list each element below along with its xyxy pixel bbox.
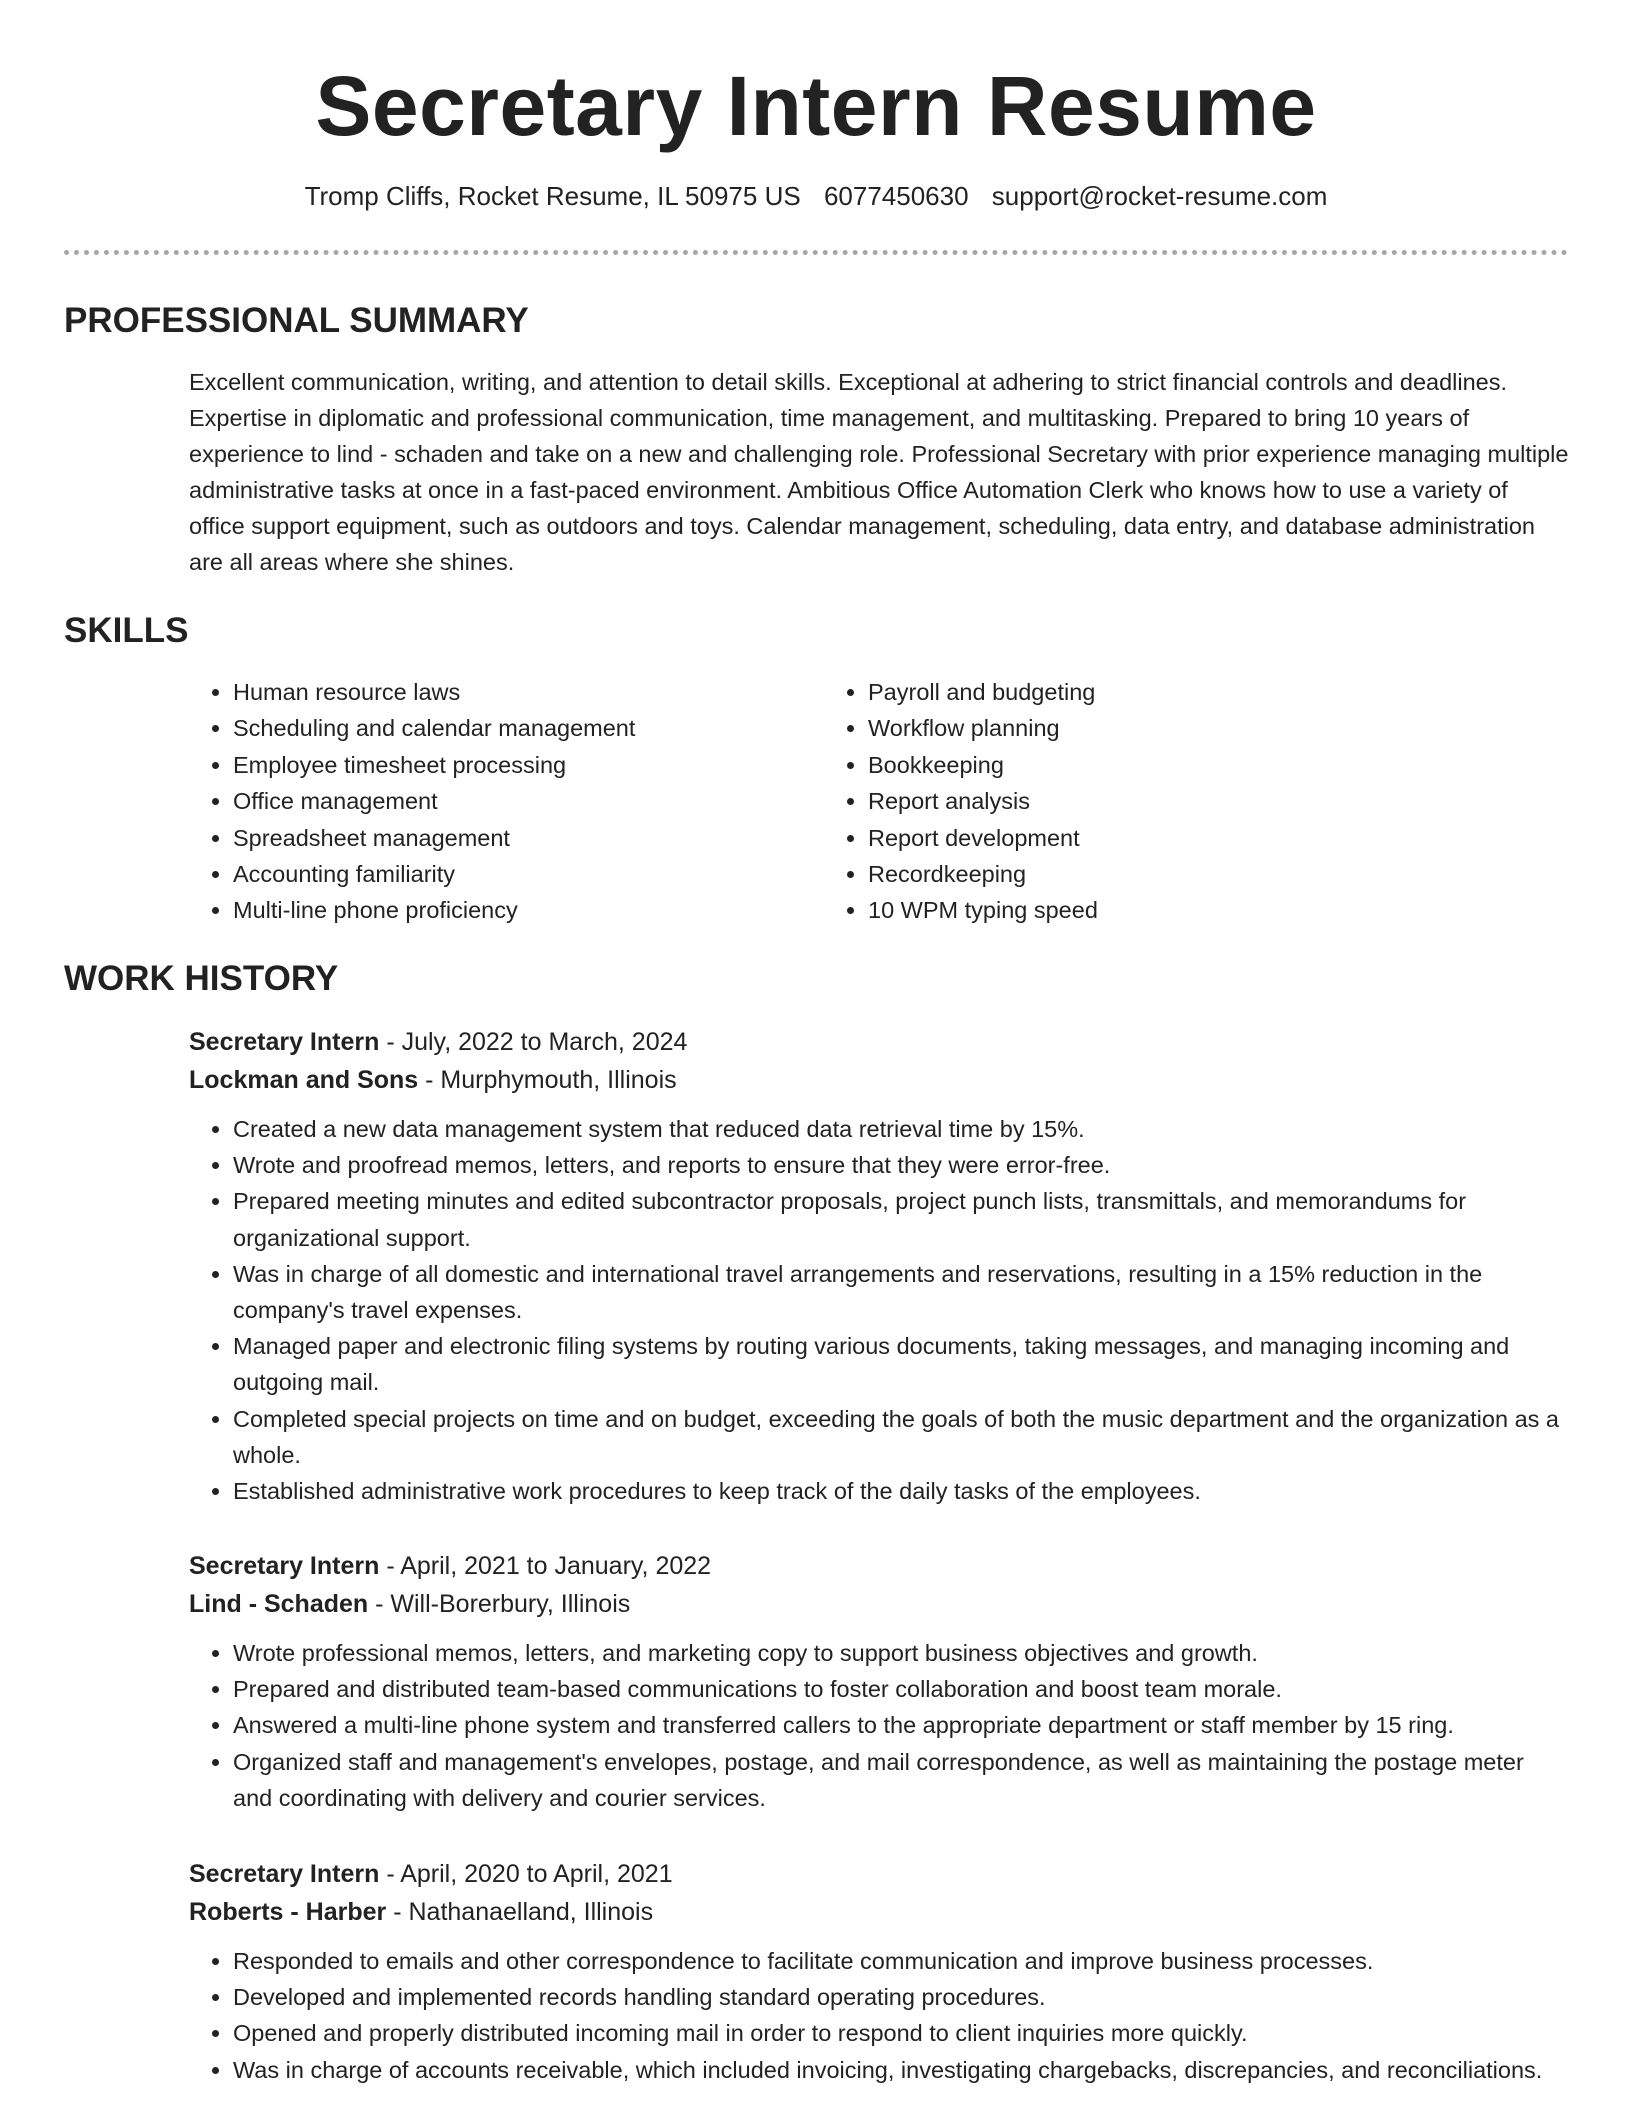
job-bullet: • Prepared meeting minutes and edited subcontractor proposals, project punch lists, transmittals, and memorandums for organizational support. — [233, 1183, 1569, 1255]
skill-item: • Report analysis — [868, 783, 1524, 819]
header-divider — [64, 250, 1568, 255]
job-bullet: • Answered a multi-line phone system and transferred callers to the appropriate department or staff member by 15 ring. — [233, 1707, 1569, 1743]
job-entry — [189, 1855, 1569, 2088]
contact-line — [0, 180, 1632, 212]
skill-item: • Workflow planning — [868, 710, 1524, 746]
skill-item: • Human resource laws — [233, 674, 824, 710]
skill-item: • Employee timesheet processing — [233, 747, 824, 783]
job-location: - Will-Borerbury, Illinois — [368, 1590, 631, 1618]
skill-item: • Multi-line phone proficiency — [233, 892, 824, 928]
skill-item: • Accounting familiarity — [233, 856, 824, 892]
job-bullet: • Opened and properly distributed incoming mail in order to respond to client inquiries more quickly. — [233, 2015, 1569, 2051]
job-bullet: • Organized staff and management's envelopes, postage, and mail correspondence, as well as maintaining the postage meter and coordinating with delivery and courier services. — [233, 1744, 1569, 1816]
skill-item: • Office management — [233, 783, 824, 819]
skill-item: • Spreadsheet management — [233, 820, 824, 856]
job-dates: - July, 2022 to March, 2024 — [379, 1028, 688, 1056]
skill-item: • Report development — [868, 820, 1524, 856]
job-title-line — [189, 1023, 1569, 1061]
skill-item: • Bookkeeping — [868, 747, 1524, 783]
job-role: Secretary Intern — [189, 1552, 380, 1580]
skills-column-right — [824, 674, 1524, 929]
contact-phone: 6077450630 — [823, 181, 969, 211]
skill-item: • Recordkeeping — [868, 856, 1524, 892]
resume-header — [0, 0, 1632, 212]
job-bullet: • Created a new data management system that reduced data retrieval time by 15%. — [233, 1111, 1569, 1147]
job-bullets — [189, 1943, 1569, 2088]
job-entry — [189, 1547, 1569, 1816]
contact-address: Tromp Cliffs, Rocket Resume, IL 50975 US — [304, 181, 801, 211]
skills-heading: SKILLS — [64, 611, 189, 650]
job-bullet: • Wrote professional memos, letters, and marketing copy to support business objectives and growth. — [233, 1635, 1569, 1671]
job-role: Secretary Intern — [189, 1860, 380, 1888]
job-bullet: • Responded to emails and other correspondence to facilitate communication and improve business processes. — [233, 1943, 1569, 1979]
job-role: Secretary Intern — [189, 1028, 380, 1056]
job-entry — [189, 1023, 1569, 1509]
job-bullet: • Completed special projects on time and on budget, exceeding the goals of both the music department and the organization as a whole. — [233, 1401, 1569, 1473]
job-bullet: • Developed and implemented records handling standard operating procedures. — [233, 1979, 1569, 2015]
job-bullets — [189, 1111, 1569, 1509]
job-dates: - April, 2021 to January, 2022 — [379, 1552, 712, 1580]
job-company: Lind - Schaden — [189, 1590, 369, 1618]
job-bullet: • Wrote and proofread memos, letters, and reports to ensure that they were error-free. — [233, 1147, 1569, 1183]
job-dates: - April, 2020 to April, 2021 — [379, 1860, 673, 1888]
job-bullet: • Managed paper and electronic filing systems by routing various documents, taking messages, and managing incoming and outgoing mail. — [233, 1328, 1569, 1400]
job-company-line — [189, 1893, 1569, 1931]
job-company-line — [189, 1061, 1569, 1099]
summary-heading: PROFESSIONAL SUMMARY — [64, 301, 529, 340]
job-title-line — [189, 1547, 1569, 1585]
job-company: Lockman and Sons — [189, 1066, 419, 1094]
skill-item: • Payroll and budgeting — [868, 674, 1524, 710]
job-bullet: • Prepared and distributed team-based communications to foster collaboration and boost team morale. — [233, 1671, 1569, 1707]
work-history-heading: WORK HISTORY — [64, 959, 339, 998]
job-location: - Murphymouth, Illinois — [418, 1066, 677, 1094]
job-company-line — [189, 1585, 1569, 1623]
contact-email: support@rocket-resume.com — [991, 181, 1328, 211]
job-bullets — [189, 1635, 1569, 1816]
skill-item: • 10 WPM typing speed — [868, 892, 1524, 928]
job-title-line — [189, 1855, 1569, 1893]
job-company: Roberts - Harber — [189, 1898, 387, 1926]
resume-title: Secretary Intern Resume — [315, 59, 1317, 153]
job-location: - Nathanaelland, Illinois — [386, 1898, 654, 1926]
job-bullet: • Was in charge of accounts receivable, which included invoicing, investigating chargebacks, discrepancies, and reconciliations. — [233, 2052, 1569, 2088]
skills-list — [189, 674, 1569, 929]
skills-column-left — [189, 674, 824, 929]
job-bullet: • Was in charge of all domestic and international travel arrangements and reservations, resulting in a 15% reduction in the company's travel expenses. — [233, 1256, 1569, 1328]
job-bullet: • Established administrative work procedures to keep track of the daily tasks of the employees. — [233, 1473, 1569, 1509]
summary-text: Excellent communication, writing, and attention to detail skills. Exceptional at adhering to strict financial controls and deadlines. Expertise in diplomatic and professional communication, time management, and multitasking. Prepared to bring 10 years of experience to lind - schaden and take on a new and challenging role. Professional Secretary with prior experience managing multiple administrative tasks at once in a fast-paced environment. Ambitious Office Automation Clerk who knows how to use a variety of office support equipment, such as outdoors and toys. Calendar management, scheduling, data entry, and database administration are all areas where she shines. — [189, 369, 1569, 575]
skill-item: • Scheduling and calendar management — [233, 710, 824, 746]
